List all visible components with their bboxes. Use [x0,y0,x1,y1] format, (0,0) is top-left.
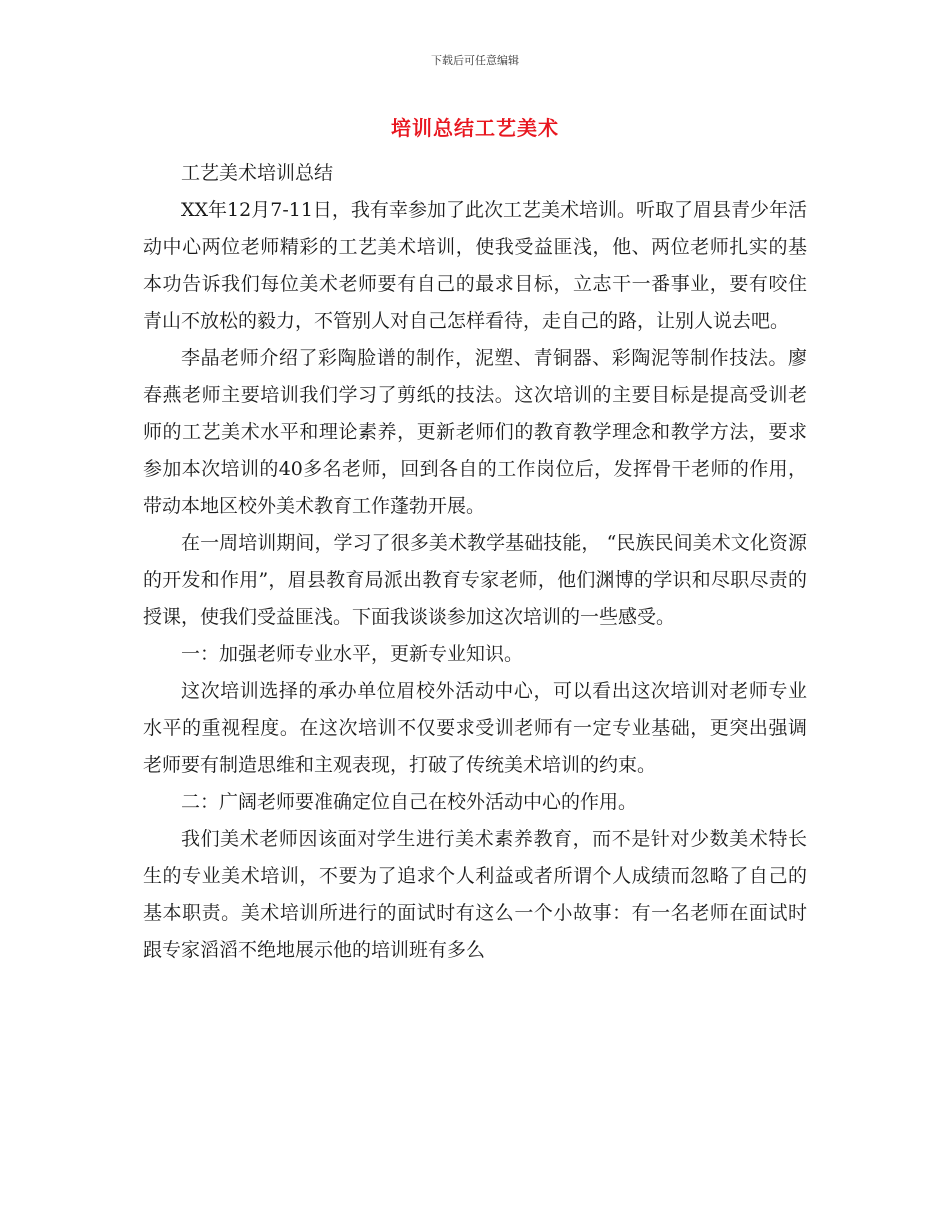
section-heading-1: 一：加强老师专业水平，更新专业知识。 [181,643,524,665]
paragraph: 我们美术老师因该面对学生进行美术素养教育，而不是针对少数美术特长生的专业美术培训，不要为了追求个人利益或者所谓个人成绩而忽略了自己的基本职责。美术培训所进行的面试时有这么一个小故事：有一名老师在面试时跟专家滔滔不绝地展示他的培训班有多么 [143,828,807,961]
paragraph: XX年12月7-11日，我有幸参加了此次工艺美术培训。听取了眉县青少年活动中心两位老师精彩的工艺美术培训，使我受益匪浅，他、两位老师扎实的基本功告诉我们每位美术老师要有自己的最求目标，立志干一番事业，要有咬住青山不放松的毅力，不管别人对自己怎样看待，走自己的路，让别人说去吧。 [143,199,807,332]
document-body [143,155,807,969]
section-heading-2: 二：广阔老师要准确定位自己在校外活动中心的作用。 [181,791,638,813]
document-title: 培训总结工艺美术 [391,116,559,140]
paragraph: 这次培训选择的承办单位眉校外活动中心，可以看出这次培训对老师专业水平的重视程度。在这次培训不仅要求受训老师有一定专业基础，更突出强调老师要有制造思维和主观表现，打破了传统美术培训的约束。 [143,680,807,776]
paragraph: 李晶老师介绍了彩陶脸谱的制作，泥塑、青铜器、彩陶泥等制作技法。廖春燕老师主要培训我们学习了剪纸的技法。这次培训的主要目标是提高受训老师的工艺美术水平和理论素养，更新老师们的教育教学理念和教学方法，要求参加本次培训的40多名老师，回到各自的工作岗位后，发挥骨干老师的作用，带动本地区校外美术教育工作蓬勃开展。 [143,347,807,517]
header-note: 下载后可任意编辑 [431,54,519,67]
paragraph: 在一周培训期间，学习了很多美术教学基础技能， “民族民间美术文化资源的开发和作用”，眉县教育局派出教育专家老师，他们渊博的学识和尽职尽责的授课，使我们受益匪浅。下面我谈谈参加这次培训的一些感受。 [143,532,807,628]
paragraph-subtitle: 工艺美术培训总结 [181,162,334,184]
